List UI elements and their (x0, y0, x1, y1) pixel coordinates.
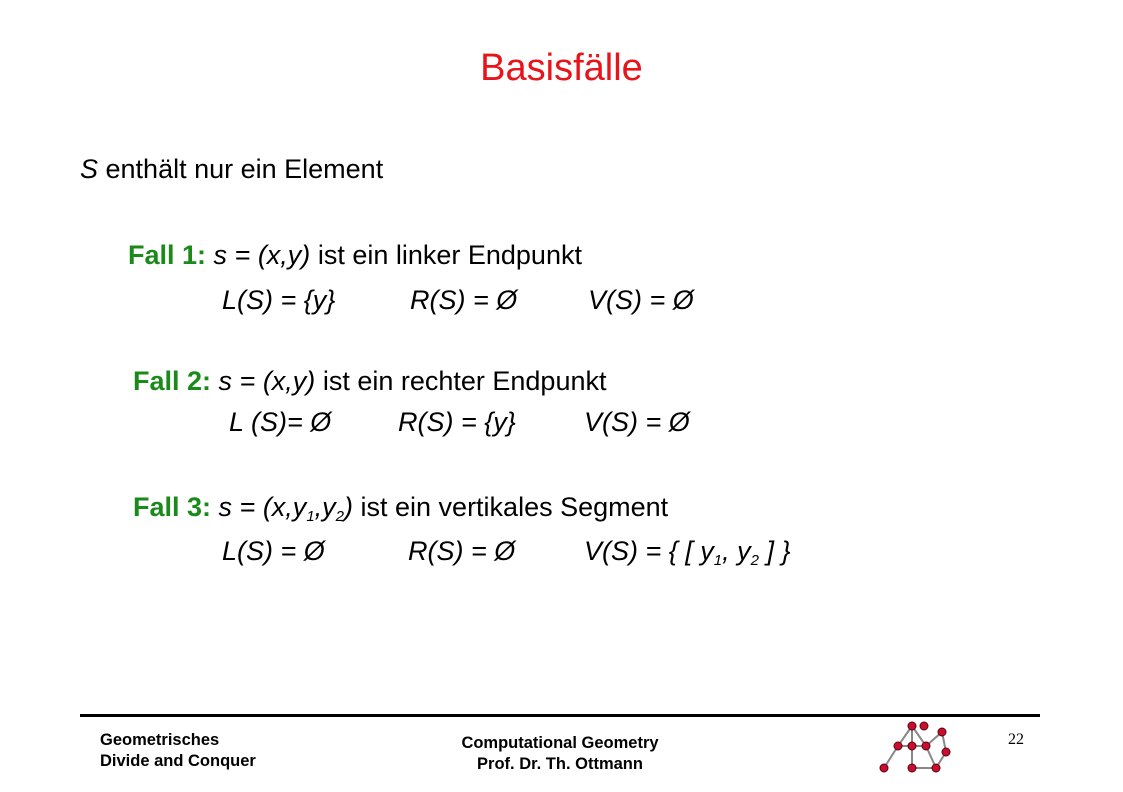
case-3-desc: ist ein vertikales Segment (353, 492, 669, 522)
case-1-label: Fall 1: (128, 240, 207, 270)
case-2-label: Fall 2: (133, 366, 212, 396)
case-1-V: V(S) = Ø (588, 285, 694, 315)
case-3-cond-post: ) (344, 492, 354, 522)
case-1-R: R(S) = Ø (410, 285, 518, 315)
case-1-cond: s = (x,y) (213, 240, 311, 270)
case-3-V-post: ] } (759, 536, 791, 566)
case-1-L: L(S) = {y} (222, 285, 336, 315)
intro-line (80, 153, 383, 185)
footer-left-line-1: Geometrisches (100, 731, 220, 749)
case-3-V (584, 535, 791, 567)
case-1-desc: ist ein linker Endpunkt (310, 240, 582, 270)
case-3-V-sub-2: 2 (750, 552, 759, 569)
case-2-V: V(S) = Ø (584, 407, 690, 437)
case-3-cond-pre: s = (x,y (218, 492, 307, 522)
case-3-cond (218, 492, 354, 525)
page-number: 22 (1008, 731, 1024, 748)
case-2-heading (133, 365, 606, 397)
case-1-heading (128, 239, 582, 271)
footer-center-line-2: Prof. Dr. Th. Ottmann (477, 755, 643, 774)
case-3-V-sub-1: 1 (713, 552, 723, 569)
case-3-V-mid: , y (722, 536, 751, 566)
footer-divider (80, 714, 1040, 717)
footer-center (400, 733, 720, 776)
case-3-V-pre: V(S) = { [ y (584, 536, 714, 566)
case-2-cond: s = (x,y) (218, 366, 316, 396)
case-3-heading (133, 491, 668, 523)
footer-left (100, 730, 256, 773)
intro-var: S (80, 154, 99, 184)
case-3-sub-1: 1 (306, 508, 315, 525)
case-3-L: L(S) = Ø (222, 536, 325, 566)
case-3-label: Fall 3: (133, 492, 212, 522)
case-3-cond-mid: ,y (314, 492, 336, 522)
case-3-sub-2: 2 (335, 508, 345, 525)
case-2-desc: ist ein rechter Endpunkt (315, 366, 607, 396)
case-3-R: R(S) = Ø (408, 536, 516, 566)
footer-left-line-2: Divide and Conquer (100, 752, 256, 771)
case-2-L: L (S)= Ø (229, 407, 332, 437)
ad-logo-icon (876, 718, 966, 778)
intro-text: enthält nur ein Element (98, 154, 384, 184)
case-2-R: R(S) = {y} (398, 407, 516, 437)
footer-center-line-1: Computational Geometry (461, 734, 659, 752)
slide-title: Basisfälle (480, 47, 643, 89)
